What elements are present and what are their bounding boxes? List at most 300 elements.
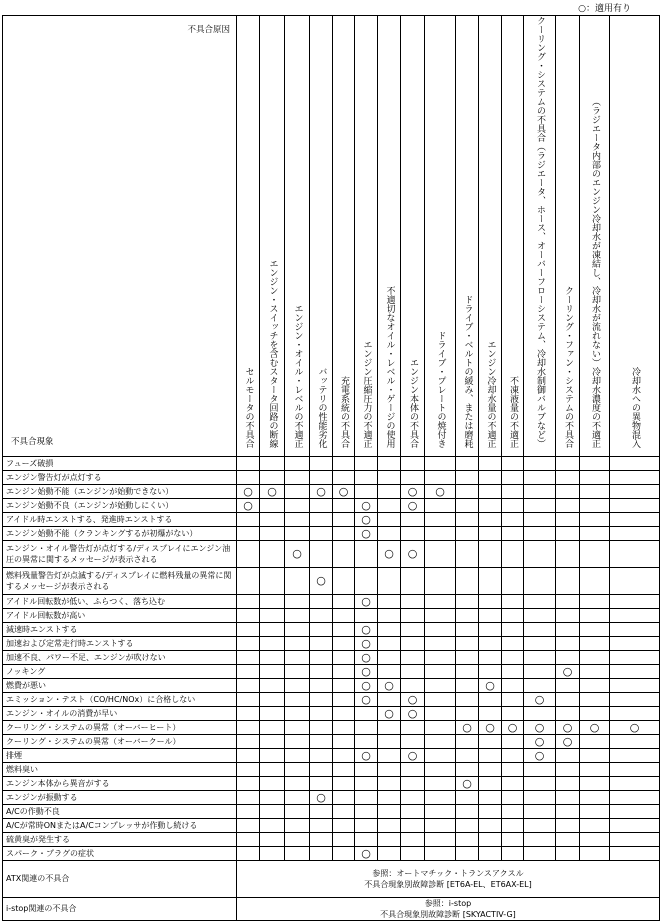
applicable-mark: ○ [237, 485, 260, 499]
mark-cell [502, 805, 524, 819]
mark-cell [610, 707, 660, 721]
mark-cell [333, 819, 355, 833]
mark-cell [610, 499, 660, 513]
mark-cell [479, 595, 502, 609]
mark-cell [479, 623, 502, 637]
mark-cell [310, 679, 333, 693]
mark-cell [333, 721, 355, 735]
mark-cell [610, 637, 660, 651]
symptom-cell: エンジンが振動する [3, 791, 237, 805]
mark-cell [524, 805, 556, 819]
mark-cell [285, 637, 310, 651]
mark-cell [479, 651, 502, 665]
mark-cell [556, 485, 580, 499]
symptom-cell: エンジン警告灯が点灯する [3, 471, 237, 485]
mark-cell [285, 457, 310, 471]
mark-cell [502, 651, 524, 665]
mark-cell [580, 763, 610, 777]
mark-cell [260, 651, 285, 665]
mark-cell [502, 527, 524, 541]
table-row [3, 833, 660, 847]
mark-cell [524, 679, 556, 693]
mark-cell [237, 457, 260, 471]
mark-cell [285, 791, 310, 805]
mark-cell [456, 499, 479, 513]
mark-cell [355, 735, 378, 749]
mark-cell [237, 735, 260, 749]
mark-cell [237, 763, 260, 777]
cause-header-1 [260, 16, 285, 457]
mark-cell [610, 833, 660, 847]
mark-cell [524, 568, 556, 595]
mark-cell [310, 833, 333, 847]
mark-cell [285, 777, 310, 791]
symptom-cell: A/Cの作動不良 [3, 805, 237, 819]
cause-header-9 [456, 16, 479, 457]
mark-cell [580, 777, 610, 791]
mark-cell [310, 471, 333, 485]
cause-label: ドライブ・プレートの焼付き [435, 331, 446, 448]
mark-cell [610, 527, 660, 541]
cause-header-11 [502, 16, 524, 457]
applicable-mark: ○ [355, 693, 378, 707]
mark-cell [502, 609, 524, 623]
mark-cell [456, 568, 479, 595]
mark-cell [610, 763, 660, 777]
applicable-mark: ○ [556, 735, 580, 749]
mark-cell [310, 707, 333, 721]
cause-title: 不具合原因 [187, 25, 230, 35]
mark-cell [333, 749, 355, 763]
mark-cell [333, 471, 355, 485]
mark-cell [502, 749, 524, 763]
mark-cell [378, 805, 401, 819]
mark-cell [502, 541, 524, 568]
mark-cell [285, 679, 310, 693]
mark-cell [456, 763, 479, 777]
mark-cell [310, 609, 333, 623]
applicable-mark: ○ [524, 749, 556, 763]
symptom-cell: エンジン本体から異音がする [3, 777, 237, 791]
table-row [3, 819, 660, 833]
mark-cell [524, 457, 556, 471]
mark-cell [610, 805, 660, 819]
symptom-cell: フューズ破損 [3, 457, 237, 471]
mark-cell [285, 819, 310, 833]
mark-cell [401, 805, 425, 819]
mark-cell [425, 457, 456, 471]
mark-cell [524, 609, 556, 623]
mark-cell [401, 527, 425, 541]
mark-cell [425, 721, 456, 735]
mark-cell [425, 623, 456, 637]
applicable-mark: ○ [401, 749, 425, 763]
mark-cell [333, 693, 355, 707]
mark-cell [401, 623, 425, 637]
applicable-mark: ○ [355, 637, 378, 651]
mark-cell [610, 471, 660, 485]
mark-cell [285, 527, 310, 541]
mark-cell [556, 541, 580, 568]
mark-cell [285, 609, 310, 623]
mark-cell [479, 637, 502, 651]
mark-cell [333, 623, 355, 637]
mark-cell [310, 749, 333, 763]
mark-cell [524, 623, 556, 637]
cause-header-0 [237, 16, 260, 457]
mark-cell [556, 819, 580, 833]
mark-cell [310, 527, 333, 541]
cause-label: バッテリの性能劣化 [316, 367, 327, 448]
reference-line-2: 不具合現象別故障診断 [ET6A-EL、ET6AX-EL] [364, 880, 532, 889]
cause-header-2 [285, 16, 310, 457]
table-row [3, 791, 660, 805]
mark-cell [401, 665, 425, 679]
mark-cell [556, 679, 580, 693]
mark-cell [237, 637, 260, 651]
mark-cell [502, 679, 524, 693]
mark-cell [425, 707, 456, 721]
mark-cell [556, 527, 580, 541]
reference-text [237, 898, 660, 921]
mark-cell [479, 707, 502, 721]
mark-cell [378, 833, 401, 847]
cause-header-4 [333, 16, 355, 457]
mark-cell [479, 819, 502, 833]
mark-cell [401, 637, 425, 651]
mark-cell [401, 777, 425, 791]
mark-cell [333, 833, 355, 847]
mark-cell [502, 693, 524, 707]
mark-cell [260, 513, 285, 527]
symptom-cell: 加速不良、パワー不足、エンジンが吹けない [3, 651, 237, 665]
mark-cell [333, 499, 355, 513]
mark-cell [260, 568, 285, 595]
mark-cell [355, 707, 378, 721]
mark-cell [310, 805, 333, 819]
mark-cell [479, 457, 502, 471]
applicable-mark: ○ [378, 679, 401, 693]
applicable-mark: ○ [285, 541, 310, 568]
mark-cell [456, 707, 479, 721]
mark-cell [355, 485, 378, 499]
symptom-cell: アイドル回転数が低い、ふらつく、落ち込む [3, 595, 237, 609]
applicable-mark: ○ [237, 499, 260, 513]
mark-cell [260, 471, 285, 485]
mark-cell [556, 763, 580, 777]
mark-cell [456, 693, 479, 707]
applicable-mark: ○ [310, 568, 333, 595]
mark-cell [378, 749, 401, 763]
mark-cell [285, 833, 310, 847]
mark-cell [260, 637, 285, 651]
mark-cell [524, 819, 556, 833]
mark-cell [456, 791, 479, 805]
mark-cell [260, 847, 285, 861]
applicable-mark: ○ [333, 485, 355, 499]
applicable-mark: ○ [378, 707, 401, 721]
mark-cell [285, 721, 310, 735]
cause-label: エンジン圧縮圧力の不適正 [361, 340, 372, 448]
mark-cell [556, 637, 580, 651]
mark-cell [355, 541, 378, 568]
reference-category: ATX関連の不具合 [3, 861, 237, 898]
reference-line-1: 参照：オートマチック・トランスアクスル [372, 869, 524, 878]
mark-cell [524, 527, 556, 541]
mark-cell [401, 791, 425, 805]
mark-cell [237, 805, 260, 819]
mark-cell [610, 457, 660, 471]
mark-cell [580, 707, 610, 721]
mark-cell [580, 651, 610, 665]
mark-cell [260, 721, 285, 735]
mark-cell [580, 735, 610, 749]
mark-cell [285, 513, 310, 527]
mark-cell [456, 833, 479, 847]
table-row [3, 637, 660, 651]
mark-cell [524, 637, 556, 651]
mark-cell [456, 679, 479, 693]
mark-cell [610, 623, 660, 637]
mark-cell [260, 595, 285, 609]
mark-cell [456, 847, 479, 861]
mark-cell [425, 693, 456, 707]
mark-cell [237, 721, 260, 735]
mark-cell [333, 777, 355, 791]
mark-cell [425, 471, 456, 485]
mark-cell [425, 749, 456, 763]
mark-cell [310, 693, 333, 707]
symptom-title: 不具合現象 [11, 437, 54, 447]
mark-cell [556, 777, 580, 791]
mark-cell [580, 527, 610, 541]
applicable-mark: ○ [456, 721, 479, 735]
mark-cell [355, 791, 378, 805]
mark-cell [285, 763, 310, 777]
cause-header-7 [401, 16, 425, 457]
mark-cell [610, 651, 660, 665]
mark-cell [580, 513, 610, 527]
mark-cell [425, 541, 456, 568]
reference-text [237, 861, 660, 898]
mark-cell [556, 651, 580, 665]
table-row [3, 763, 660, 777]
applicable-mark: ○ [524, 721, 556, 735]
applicable-mark: ○ [401, 499, 425, 513]
mark-cell [425, 819, 456, 833]
mark-cell [260, 609, 285, 623]
applicable-mark: ○ [524, 693, 556, 707]
mark-cell [333, 568, 355, 595]
mark-cell [237, 609, 260, 623]
mark-cell [378, 595, 401, 609]
mark-cell [378, 693, 401, 707]
mark-cell [610, 749, 660, 763]
mark-cell [425, 791, 456, 805]
mark-cell [580, 568, 610, 595]
mark-cell [580, 541, 610, 568]
mark-cell [580, 749, 610, 763]
mark-cell [610, 819, 660, 833]
applicable-mark: ○ [401, 541, 425, 568]
cause-label: 不適切なオイル・レベル・ゲージの使用 [384, 286, 395, 448]
applicable-mark: ○ [610, 721, 660, 735]
mark-cell [479, 791, 502, 805]
mark-cell [580, 819, 610, 833]
mark-cell [456, 637, 479, 651]
header-row [3, 16, 660, 457]
mark-cell [479, 735, 502, 749]
symptom-cell: 排煙 [3, 749, 237, 763]
applicable-mark: ○ [310, 791, 333, 805]
mark-cell [310, 623, 333, 637]
cause-header-8 [425, 16, 456, 457]
table-row [3, 457, 660, 471]
mark-cell [260, 749, 285, 763]
mark-cell [425, 637, 456, 651]
mark-cell [502, 568, 524, 595]
mark-cell [456, 805, 479, 819]
mark-cell [378, 457, 401, 471]
mark-cell [333, 707, 355, 721]
mark-cell [285, 651, 310, 665]
table-row [3, 568, 660, 595]
mark-cell [355, 805, 378, 819]
applicable-mark: ○ [556, 721, 580, 735]
mark-cell [378, 651, 401, 665]
cause-label: ドライブ・ベルトの緩み、または磨耗 [462, 295, 473, 448]
mark-cell [610, 791, 660, 805]
mark-cell [355, 568, 378, 595]
mark-cell [524, 763, 556, 777]
symptom-cell: 燃費が悪い [3, 679, 237, 693]
mark-cell [260, 665, 285, 679]
mark-cell [479, 499, 502, 513]
mark-cell [237, 819, 260, 833]
table-row [3, 623, 660, 637]
mark-cell [260, 457, 285, 471]
mark-cell [479, 568, 502, 595]
mark-cell [610, 777, 660, 791]
cause-label: クーリング・システムの不具合（ラジエータ、ホース、オーバーフローシステム、冷却水制御バルブなど） [535, 16, 545, 448]
mark-cell [260, 735, 285, 749]
mark-cell [502, 665, 524, 679]
symptom-cell: ノッキング [3, 665, 237, 679]
mark-cell [355, 777, 378, 791]
symptom-cell: エンジン始動不能（エンジンが始動できない） [3, 485, 237, 499]
cause-label: クーリング・ファン・システムの不具合 [563, 286, 573, 448]
cause-header-14 [580, 16, 610, 457]
mark-cell [556, 595, 580, 609]
mark-cell [524, 471, 556, 485]
mark-cell [524, 513, 556, 527]
mark-cell [502, 847, 524, 861]
mark-cell [401, 679, 425, 693]
mark-cell [237, 777, 260, 791]
mark-cell [580, 693, 610, 707]
mark-cell [502, 513, 524, 527]
mark-cell [479, 485, 502, 499]
mark-cell [479, 833, 502, 847]
applicable-mark: ○ [355, 651, 378, 665]
mark-cell [285, 665, 310, 679]
mark-cell [333, 457, 355, 471]
mark-cell [333, 763, 355, 777]
mark-cell [355, 819, 378, 833]
mark-cell [237, 471, 260, 485]
cause-header-5 [355, 16, 378, 457]
mark-cell [479, 777, 502, 791]
mark-cell [456, 749, 479, 763]
table-row [3, 485, 660, 499]
symptom-cell: A/Cが常時ONまたはA/Cコンプレッサが作動し続ける [3, 819, 237, 833]
mark-cell [610, 513, 660, 527]
symptom-cell: エンジン始動不良（エンジンが始動しにくい） [3, 499, 237, 513]
mark-cell [524, 651, 556, 665]
cause-header-10 [479, 16, 502, 457]
cause-label: セルモータの不具合 [243, 367, 254, 448]
mark-cell [260, 833, 285, 847]
mark-cell [580, 791, 610, 805]
applicable-mark: ○ [502, 721, 524, 735]
mark-cell [260, 679, 285, 693]
mark-cell [425, 595, 456, 609]
header-corner-cell [3, 16, 237, 457]
mark-cell [425, 735, 456, 749]
mark-cell [310, 457, 333, 471]
applicable-mark: ○ [425, 485, 456, 499]
applicable-mark: ○ [355, 527, 378, 541]
mark-cell [285, 735, 310, 749]
mark-cell [260, 707, 285, 721]
applicable-mark: ○ [310, 485, 333, 499]
mark-cell [556, 623, 580, 637]
mark-cell [524, 485, 556, 499]
mark-cell [524, 541, 556, 568]
symptom-cell: エンジン・オイルの消費が早い [3, 707, 237, 721]
mark-cell [285, 805, 310, 819]
mark-cell [580, 595, 610, 609]
mark-cell [556, 805, 580, 819]
cause-header-15 [610, 16, 660, 457]
mark-cell [456, 471, 479, 485]
applicable-mark: ○ [556, 665, 580, 679]
table-row [3, 735, 660, 749]
symptom-cell: 燃料残量警告灯が点滅する/ディスプレイに燃料残量の異常に関するメッセージが表示される [3, 568, 237, 595]
mark-cell [456, 651, 479, 665]
mark-cell [502, 777, 524, 791]
mark-cell [502, 623, 524, 637]
mark-cell [556, 609, 580, 623]
mark-cell [355, 609, 378, 623]
mark-cell [425, 833, 456, 847]
cause-header-3 [310, 16, 333, 457]
mark-cell [524, 791, 556, 805]
mark-cell [425, 609, 456, 623]
mark-cell [556, 791, 580, 805]
mark-cell [260, 541, 285, 568]
mark-cell [610, 541, 660, 568]
mark-cell [378, 471, 401, 485]
mark-cell [237, 847, 260, 861]
mark-cell [378, 623, 401, 637]
mark-cell [310, 721, 333, 735]
mark-cell [524, 665, 556, 679]
mark-cell [502, 457, 524, 471]
mark-cell [425, 513, 456, 527]
mark-cell [378, 513, 401, 527]
mark-cell [401, 457, 425, 471]
